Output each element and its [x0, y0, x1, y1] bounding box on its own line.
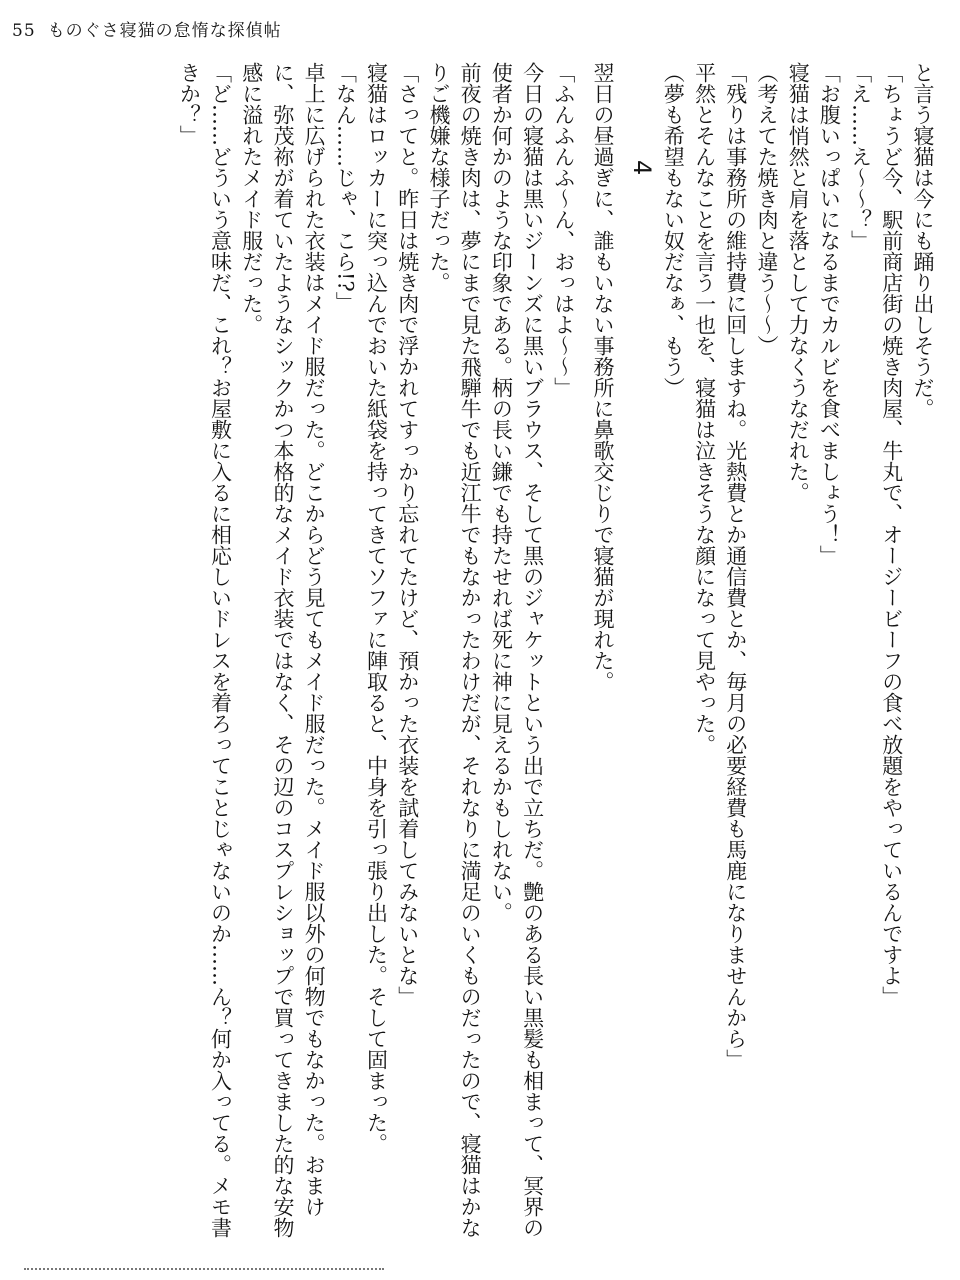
paragraph: と言う寝猫は今にも踊り出しそうだ。 — [911, 62, 935, 419]
paragraph: 寝猫はロッカーに突っ込んでおいた紙袋を持ってきてソファに陣取ると、中身を引っ張り出した。そして固まった。 — [364, 62, 389, 1154]
paragraph: 寝猫は悄然と肩を落として力なくうなだれた。 — [786, 62, 811, 503]
paragraph: 「さってと。昨日は焼き肉で浮かれてすっかり忘れてたけど、預かった衣装を試着してみないとな」 — [395, 62, 420, 1007]
book-title: ものぐさ寝猫の怠惰な探偵帖 — [47, 21, 282, 41]
paragraph: 「え……え～～？」 — [848, 62, 873, 251]
paragraph: （夢も希望もない奴だなぁ、もう） — [661, 62, 686, 398]
paragraph: 今日の寝猫は黒いジーンズに黒いブラウス、そして黒のジャケットという出で立ちだ。艶のある長い黒髪も相まって、冥界の使者か何かのような印象である。柄の長い鎌でも持たせれば死に神に見えるかもしれない。 — [489, 62, 545, 1238]
paragraph: （考えてた焼き肉と違う～～） — [754, 62, 779, 356]
bottom-dotted-rule — [24, 1268, 384, 1270]
paragraph: 平然とそんなことを言う一也を、寝猫は泣きそうな顔になって見やった。 — [692, 62, 717, 755]
paragraph: 翌日の昼過ぎに、誰もいない事務所に鼻歌交じりで寝猫が現れた。 — [590, 62, 615, 692]
running-header — [12, 16, 282, 41]
paragraph: 「お腹いっぱいになるまでカルビを食べましょう！」 — [817, 62, 842, 566]
paragraph: 「ど……どういう意味だ、これ？お屋敷に入るに相応しいドレスを着ろってことじゃないのか……ん？何か入ってる。メモ書きか？」 — [177, 62, 233, 1238]
paragraph: 卓上に広げられた衣装はメイド服だった。どこからどう見てもメイド服だった。メイド服以外の何物でもなかった。おまけに、弥茂祢が着ていたようなシックかつ本格的なメイド衣装ではなく、その辺のコスプレショップで買ってきました的な安物感に溢れたメイド服だった。 — [239, 62, 327, 1238]
paragraph: 「ふんふんふ～ん、おっはよ～～」 — [551, 62, 576, 398]
paragraph: 「残りは事務所の維持費に回しますね。光熱費とか通信費とか、毎月の必要経費も馬鹿になりませんから」 — [723, 62, 748, 1070]
paragraph: 前夜の焼き肉は、夢にまで見た飛騨牛でも近江牛でもなかったわけだが、それなりに満足のいくものだったので、寝猫はかなりご機嫌な様子だった。 — [426, 62, 483, 1238]
paragraph: 「なん……じゃ、こら!?」 — [333, 62, 358, 313]
vertical-body-text — [173, 62, 938, 1252]
page-number: 55 — [12, 21, 36, 41]
paragraph: 「ちょうど今、駅前商店街の焼き肉屋、牛丸で、オージービーフの食べ放題をやっているんですよ」 — [879, 62, 904, 1007]
chapter-heading: 4 — [628, 160, 657, 176]
